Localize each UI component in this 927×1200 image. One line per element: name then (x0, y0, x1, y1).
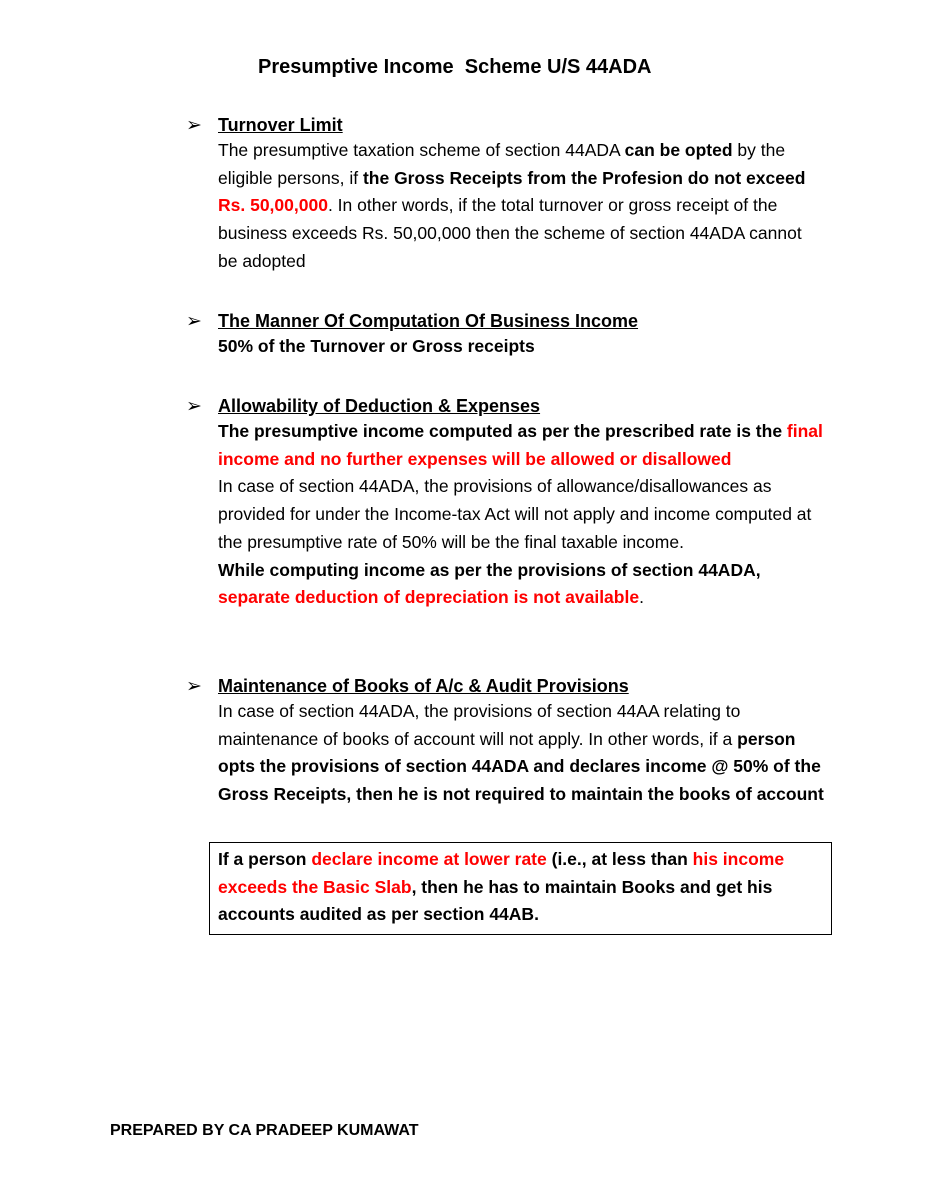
bullet-arrow-icon: ➢ (186, 396, 202, 417)
section-paragraph (218, 418, 826, 473)
text-run: The presumptive income computed as per the prescribed rate is the (218, 421, 787, 441)
page-title: Presumptive Income Scheme U/S 44ADA (258, 56, 652, 78)
section-heading: The Manner Of Computation Of Business Income (218, 311, 639, 331)
boxed-note (209, 842, 832, 935)
section-paragraph (218, 137, 826, 276)
text-run: final income and no further expenses will be allowed or disallowed (218, 421, 823, 469)
text-run: person opts the provisions of section 44ADA and declares income @ 50% of the Gross Receipts, then he is not required to maintain the books of account (218, 728, 824, 805)
bullet-arrow-icon: ➢ (186, 115, 202, 136)
text-run: , then he has to maintain Books and get his accounts audited as per section 44AB. (218, 876, 773, 925)
section-turnover-limit (186, 113, 826, 276)
section-heading: Allowability of Deduction & Expenses (218, 396, 541, 416)
text-run: . (639, 587, 644, 608)
bullet-arrow-icon: ➢ (186, 311, 202, 332)
turnover-limit-amount: Rs. 50,00,000 (218, 195, 328, 216)
text-run: If a person (218, 849, 312, 869)
text-run: (i.e., at less than (546, 849, 693, 869)
text-run: In case of section 44ADA, the provisions of section 44AA relating to maintenance of books of account will not apply. In other words, if a (218, 701, 741, 749)
text-run: The presumptive taxation scheme of section 44ADA (218, 140, 625, 160)
text-run: separate deduction of depreciation is not available (218, 587, 640, 608)
text-run: declare income at lower rate (311, 849, 547, 869)
section-paragraph (218, 473, 826, 556)
section-computation (186, 309, 826, 361)
text-run: can be opted (624, 140, 733, 160)
section-paragraph (218, 333, 826, 361)
text-run: In case of section 44ADA, the provisions of allowance/disallowances as provided for under the Income-tax Act will not apply and income computed at the presumptive rate of 50% will be the final taxable income. (218, 476, 812, 552)
text-run: by the eligible persons, if (218, 140, 786, 188)
text-run: the Gross Receipts from the Profesion do not exceed (362, 167, 806, 188)
text-run: . In other words, if the total turnover or gross receipt of the business exceeds Rs. 50,00,000 then the scheme of section 44ADA cannot be adopted (218, 195, 802, 271)
section-heading: Maintenance of Books of A/c & Audit Provisions (218, 676, 629, 696)
section-books-audit (186, 674, 826, 809)
text-run: While computing income as per the provisions of section 44ADA, (218, 559, 761, 580)
footer-credit: PREPARED BY CA PRADEEP KUMAWAT (110, 1122, 419, 1139)
section-paragraph (218, 557, 826, 612)
section-paragraph (218, 698, 826, 809)
text-run: 50% of the Turnover or Gross receipts (218, 336, 535, 356)
section-heading: Turnover Limit (218, 115, 343, 135)
section-allowability (186, 394, 826, 612)
text-run: his income exceeds the Basic Slab (218, 849, 785, 897)
bullet-arrow-icon: ➢ (186, 676, 202, 697)
